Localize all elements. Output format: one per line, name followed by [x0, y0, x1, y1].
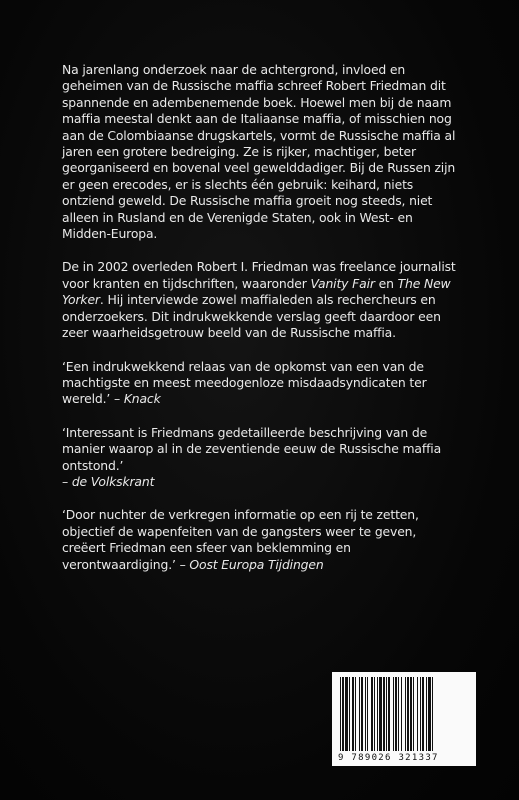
bio-text-en: en — [374, 275, 398, 291]
quote-source: – de Volkskrant — [62, 473, 155, 489]
blurb-text — [62, 62, 462, 590]
quote-source: Oost Europa Tijdingen — [189, 556, 324, 572]
bio-text-a: De in 2002 overleden Robert I. Friedman was freelance journalist voor kranten en tijdschriften, waaronder — [62, 259, 456, 291]
author-bio-paragraph — [62, 259, 462, 341]
blurb-paragraph-1: Na jarenlang onderzoek naar de achtergrond, invloed en geheimen van de Russische maffia schreef Robert Friedman dit spannende en adembenemende boek. Hoewel men bij de naam maffia meestal denkt aan de Italiaanse maffia, of misschien nog aan de Colombiaanse drugskartels, vormt de Russische maffia al jaren een grotere bedreiging. Ze is rijker, machtiger, beter georganiseerd en bovenal veel gewelddadiger. Bij de Russen zijn er geen erecodes, er is slechts één gebruik: keihard, niets ontziend geweld. De Russische maffia groeit nog steeds, niet alleen in Rusland en de Verenigde Staten, ook in West- en Midden-Europa. — [62, 62, 456, 242]
magazine-new-yorker: The New Yorker — [62, 275, 451, 308]
review-quote — [62, 359, 462, 408]
quote-source: Knack — [123, 391, 161, 407]
barcode-bars-icon — [338, 677, 470, 751]
isbn-digits: 9 789026 321337 — [338, 753, 439, 763]
review-quote — [62, 425, 462, 491]
bio-text-b: . Hij interviewde zowel maffialeden als rechercheurs en onderzoekers. Dit indrukwekkende verslag geeft daardoor een zeer waarheidsgetrouw beeld van de Russische maffia. — [62, 292, 441, 341]
magazine-vanity-fair: Vanity Fair — [310, 275, 375, 291]
isbn-barcode — [332, 672, 476, 766]
quote-text: ‘Door nuchter de verkregen informatie op een rij te zetten, objectief de wapenfeiten van de gangsters weer te geven, creëert Friedman een sfeer van beklemming en verontwaardiging.’ – — [62, 507, 419, 572]
quote-text: ‘Interessant is Friedmans gedetailleerde beschrijving van de manier waarop al in de zeventiende eeuw de Russische maffia ontstond.’ — [62, 424, 442, 473]
review-quote — [62, 507, 462, 573]
quote-text: ‘Een indrukwekkend relaas van de opkomst van een van de machtigste en meest meedogenloze misdaadsyndicaten ter wereld.’ – — [62, 358, 427, 407]
